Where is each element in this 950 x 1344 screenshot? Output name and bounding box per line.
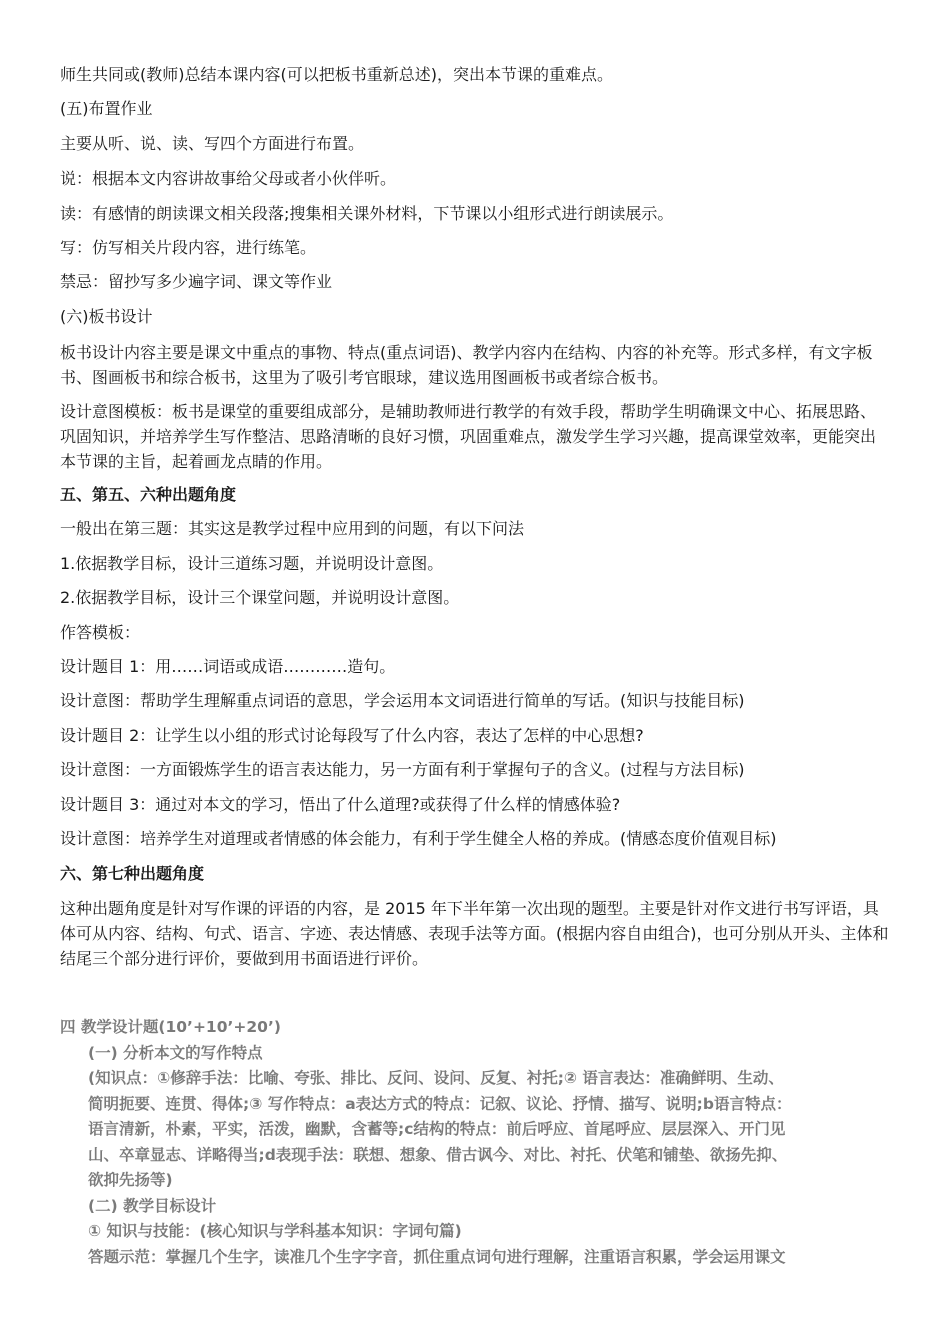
gray-goal-item: ① 知识与技能：(核心知识与学科基本知识：字词句篇) [88, 1222, 462, 1240]
design-question-3: 设计题目 3：通过对本文的学习，悟出了什么道理?或获得了什么样的情感体验? [60, 795, 621, 814]
design-question-1: 设计题目 1：用……词语或成语…………造句。 [60, 657, 396, 676]
paragraph-comment-type: 这种出题角度是针对写作课的评语的内容，是 2015 年下半年第一次出现的题型。主要是针对作文进行书写评语，具体可从内容、结构、句式、语言、字迹、表达情感、表现手法等方面。(根据内容自由组合)，也可分别从开头、主体和结尾三个部分进行评价，要做到用书面语进行评价。 [60, 899, 889, 968]
gray-subheading-2: (二) 教学目标设计 [88, 1196, 217, 1215]
paragraph-summary: 师生共同或(教师)总结本课内容(可以把板书重新总述)，突出本节课的重难点。 [60, 65, 613, 84]
list-item-2: 2.依据教学目标，设计三个课堂问题，并说明设计意图。 [60, 588, 460, 607]
gray-knowledge-line: 语言清新，朴素，平实，活泼，幽默，含蓄等;c结构的特点：前后呼应、首尾呼应、层层深入、开门见 [88, 1120, 786, 1138]
gray-heading-4: 四 教学设计题(10’+10’+20’) [60, 1018, 281, 1036]
gray-subheading-1: (一) 分析本文的写作特点 [88, 1043, 263, 1062]
gray-answer-example: 答题示范：掌握几个生字，读准几个生字字音，抓住重点词句进行理解，注重语言积累，学会运用课文 [88, 1247, 786, 1266]
paragraph-read: 读：有感情的朗读课文相关段落;搜集相关课外材料，下节课以小组形式进行朗读展示。 [60, 204, 674, 223]
paragraph-board-intent: 设计意图模板：板书是课堂的重要组成部分，是辅助教师进行教学的有效手段，帮助学生明确课文中心、拓展思路、巩固知识，并培养学生写作整洁、思路清晰的良好习惯，巩固重难点，激发学生学习兴趣，提高课堂效率，更能突出本节课的主旨，起着画龙点睛的作用。 [60, 402, 877, 471]
list-item-1: 1.依据教学目标，设计三道练习题，并说明设计意图。 [60, 554, 444, 573]
section-heading-5: 五、第五、六种出题角度 [60, 485, 237, 504]
heading-homework: (五)布置作业 [60, 99, 153, 118]
gray-knowledge-line: 欲抑先扬等) [88, 1171, 173, 1189]
paragraph-taboo: 禁忌：留抄写多少遍字词、课文等作业 [60, 272, 333, 291]
gray-knowledge-line: (知识点：①修辞手法：比喻、夸张、排比、反问、设问、反复、衬托;② 语言表达：准确鲜明、生动、 [88, 1069, 784, 1087]
paragraph-homework-intro: 主要从听、说、读、写四个方面进行布置。 [60, 134, 365, 153]
design-intent-1: 设计意图：帮助学生理解重点词语的意思，学会运用本文词语进行简单的写话。(知识与技能目标) [60, 691, 745, 710]
paragraph-speak: 说：根据本文内容讲故事给父母或者小伙伴听。 [60, 169, 397, 188]
design-question-2: 设计题目 2：让学生以小组的形式讨论每段写了什么内容，表达了怎样的中心思想? [60, 726, 644, 745]
section-heading-6: 六、第七种出题角度 [60, 864, 205, 883]
gray-knowledge-line: 山、卒章显志、详略得当;d表现手法：联想、想象、借古讽今、对比、衬托、伏笔和铺垫、欲扬先抑、 [88, 1145, 788, 1164]
teaching-design-section [60, 1015, 900, 1270]
gray-knowledge-line: 简明扼要、连贯、得体;③ 写作特点：a表达方式的特点：记叙、议论、抒情、描写、说明;b语言特点： [88, 1094, 792, 1113]
paragraph-template-label: 作答模板： [60, 623, 141, 642]
heading-board-design: (六)板书设计 [60, 307, 153, 326]
design-intent-2: 设计意图：一方面锻炼学生的语言表达能力，另一方面有利于掌握句子的含义。(过程与方法目标) [60, 760, 745, 779]
paragraph-write: 写：仿写相关片段内容，进行练笔。 [60, 238, 317, 257]
design-intent-3: 设计意图：培养学生对道理或者情感的体会能力，有利于学生健全人格的养成。(情感态度价值观目标) [60, 829, 777, 848]
paragraph-question-intro: 一般出在第三题：其实这是教学过程中应用到的问题，有以下问法 [60, 519, 525, 538]
paragraph-board-content: 板书设计内容主要是课文中重点的事物、特点(重点词语)、教学内容内在结构、内容的补充等。形式多样，有文字板书、图画板书和综合板书，这里为了吸引考官眼球，建议选用图画板书或者综合板书。 [60, 343, 873, 387]
